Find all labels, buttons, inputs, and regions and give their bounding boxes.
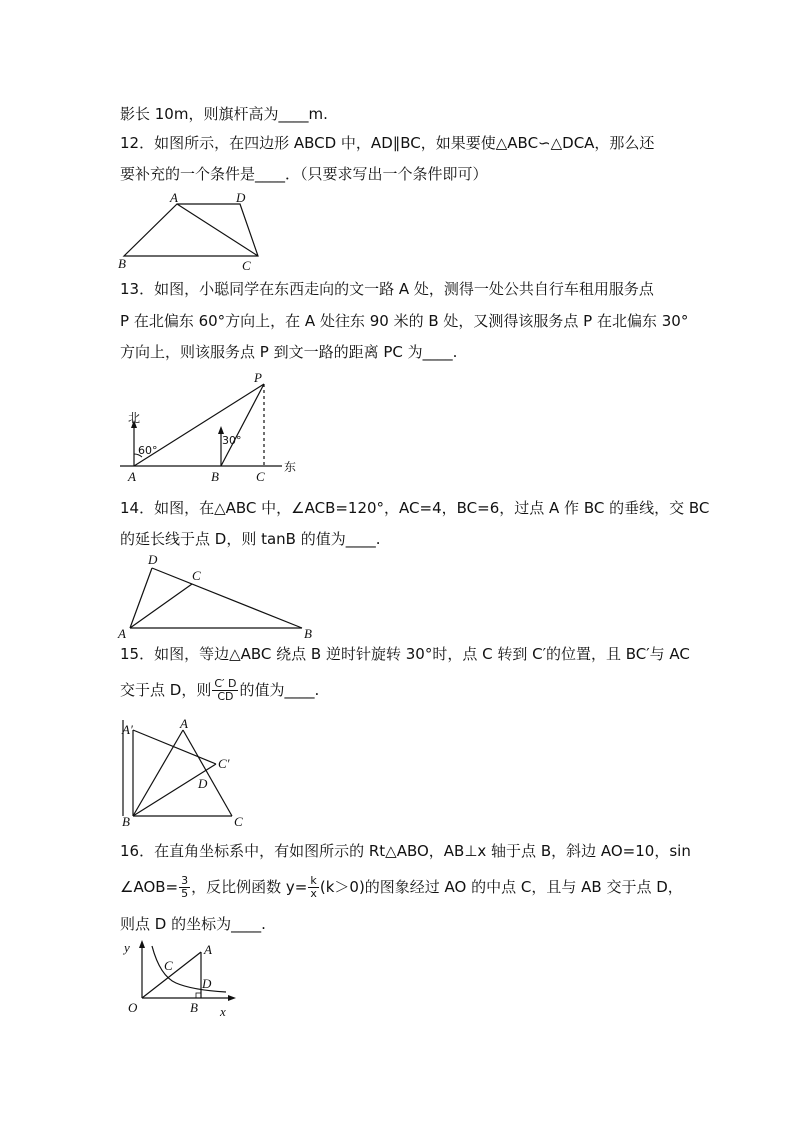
q12-line1: 12．如图所示，在四边形 ABCD 中，AD∥BC，如果要使△ABC∽△DCA，那么还 [120, 134, 655, 152]
q15-label-c1: C′ [218, 756, 230, 771]
q16-label-o: O [128, 1000, 138, 1015]
q14-figure [114, 552, 324, 642]
q13-label-b: B [211, 469, 219, 484]
q15-label-b: B [122, 814, 130, 829]
q15-fraction [212, 678, 238, 703]
q15-line2-pre: 交于点 D，则 [120, 681, 212, 699]
q16-frac1-den: 5 [181, 887, 189, 900]
q13-line2: P 在北偏东 60°方向上，在 A 处往东 90 米的 B 处，又测得该服务点 P 在北偏东 30° [120, 312, 689, 330]
q16-fraction-kx [308, 875, 319, 900]
q12-label-d: D [236, 190, 246, 205]
q16-frac2-den: x [310, 887, 317, 900]
q16-line3: 则点 D 的坐标为____. [120, 915, 266, 933]
q15-label-a1: A′ [122, 722, 133, 737]
q13-line3: 方向上，则该服务点 P 到文一路的距离 PC 为____. [120, 343, 458, 361]
q16-label-y: y [124, 940, 130, 955]
q15-line2 [120, 678, 319, 703]
q13-angle-30: 30° [222, 434, 242, 447]
q16-frac2-num: k [308, 875, 319, 888]
q13-angle-60: 60° [138, 444, 158, 457]
q13-north-label: 北 [128, 411, 141, 425]
q16-line2-mid: ，反比例函数 y= [191, 878, 308, 896]
q16-figure [114, 938, 238, 1020]
q15-line1: 15．如图，等边△ABC 绕点 B 逆时针旋转 30°时，点 C 转到 C′的位置，且 BC′与 AC [120, 645, 690, 663]
q16-line2-post: (k＞0)的图象经过 AO 的中点 C，且与 AB 交于点 D， [319, 878, 683, 896]
q16-line1: 16．在直角坐标系中，有如图所示的 Rt△ABO，AB⊥x 轴于点 B，斜边 AO=10，sin [120, 842, 691, 860]
q16-label-c: C [164, 958, 173, 973]
q14-line1: 14．如图，在△ABC 中，∠ACB=120°，AC=4，BC=6，过点 A 作 BC 的垂线，交 BC [120, 499, 710, 517]
q13-label-p: P [254, 370, 262, 385]
q13-label-a: A [128, 469, 136, 484]
q12-label-c: C [242, 258, 251, 273]
q14-label-d: D [148, 552, 158, 567]
q15-frac-den: CD [217, 690, 234, 703]
q12-label-b: B [118, 256, 126, 271]
q16-fraction-sin [179, 875, 190, 900]
q14-label-c: C [192, 568, 201, 583]
q15-label-a: A [180, 716, 188, 731]
q13-figure [114, 368, 314, 484]
q12-label-a: A [170, 190, 178, 205]
q15-label-c: C [234, 814, 243, 829]
q16-label-a: A [204, 942, 212, 957]
q15-frac-num: C′ D [214, 677, 237, 690]
q16-frac1-num: 3 [181, 874, 189, 887]
q12-figure [114, 188, 274, 274]
q13-label-c: C [256, 469, 265, 484]
q16-label-d: D [202, 976, 212, 991]
q16-label-b: B [190, 1000, 198, 1015]
q14-line2: 的延长线于点 D，则 tanB 的值为____. [120, 530, 381, 548]
q12-line2: 要补充的一个条件是____．（只要求写出一个条件即可） [120, 165, 488, 183]
q16-line2 [120, 875, 683, 900]
q15-label-d: D [198, 776, 208, 791]
q16-label-x: x [220, 1004, 226, 1019]
q15-line2-post: 的值为____. [239, 681, 320, 699]
q14-label-b: B [304, 626, 312, 641]
q15-figure [114, 712, 254, 830]
q13-east-label: 东 [284, 460, 297, 474]
q16-line2-pre: ∠AOB= [120, 878, 179, 896]
q14-label-a: A [118, 626, 126, 641]
q13-line1: 13．如图，小聪同学在东西走向的文一路 A 处，测得一处公共自行车租用服务点 [120, 280, 654, 298]
q11-tail: 影长 10m，则旗杆高为____m. [120, 105, 328, 123]
